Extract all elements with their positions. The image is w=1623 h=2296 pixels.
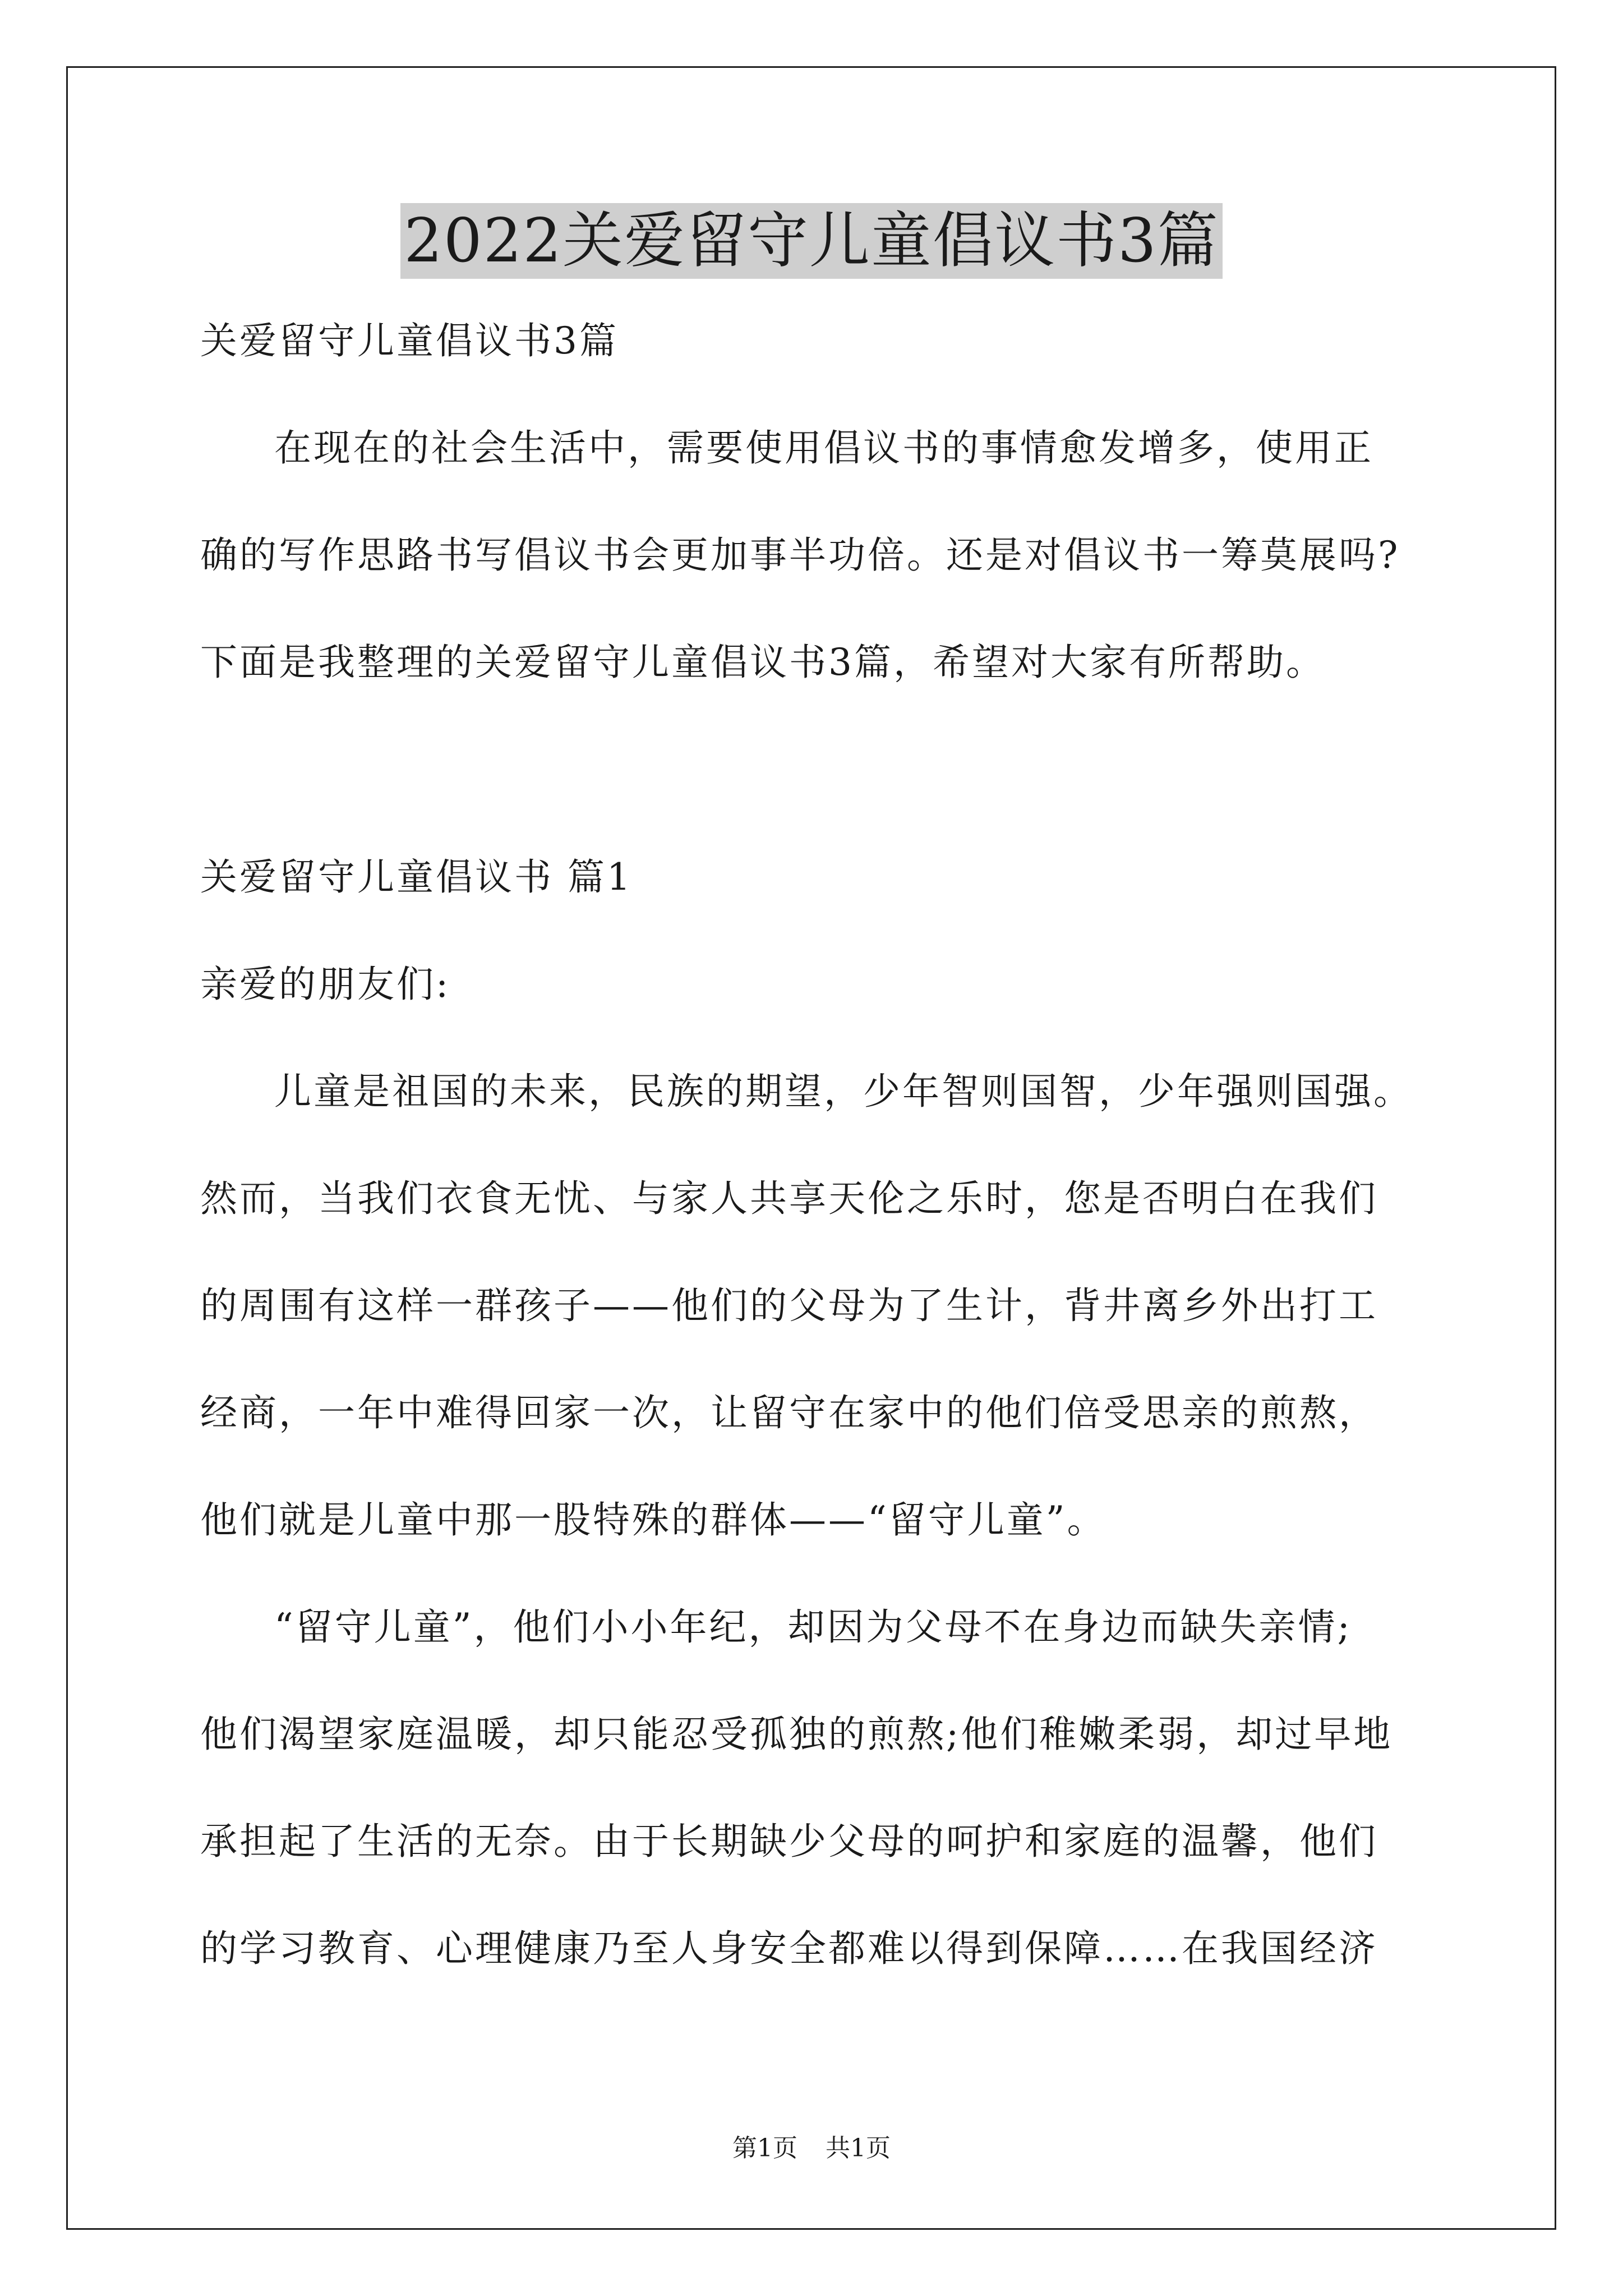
blank-line — [200, 743, 1434, 850]
page-footer — [0, 2132, 1623, 2165]
text-line: 的周围有这样一群孩子——他们的父母为了生计，背井离乡外出打工 — [200, 1284, 1378, 1327]
page-total: 共1页 — [826, 2134, 891, 2162]
text-line: 承担起了生活的无奈。由于长期缺少父母的呵护和家庭的温馨，他们 — [200, 1820, 1378, 1863]
text-line: 确的写作思路书写倡议书会更加事半功倍。还是对倡议书一筹莫展吗? — [200, 533, 1400, 577]
document-title: 2022关爱留守儿童倡议书3篇 — [400, 203, 1223, 279]
text-line: 关爱留守儿童倡议书 篇1 — [200, 855, 633, 899]
page-number: 第1页 — [732, 2134, 797, 2162]
text-line: 亲爱的朋友们: — [200, 963, 451, 1006]
title-container — [0, 203, 1623, 279]
text-line: 经商，一年中难得回家一次，让留守在家中的他们倍受思亲的煎熬， — [200, 1391, 1378, 1434]
text-line: 关爱留守儿童倡议书3篇 — [200, 319, 619, 362]
document-body — [200, 314, 1434, 2029]
text-line: 儿童是祖国的未来，民族的期望，少年智则国智，少年强则国强。 — [274, 1070, 1413, 1113]
text-line: “留守儿童”，他们小小年纪，却因为父母不在身边而缺失亲情; — [274, 1605, 1352, 1649]
text-line: 的学习教育、心理健康乃至人身安全都难以得到保障……在我国经济 — [200, 1927, 1378, 1970]
text-line: 然而，当我们衣食无忧、与家人共享天伦之乐时，您是否明白在我们 — [200, 1177, 1378, 1220]
text-line: 在现在的社会生活中，需要使用倡议书的事情愈发增多，使用正 — [274, 426, 1373, 470]
text-line: 他们就是儿童中那一股特殊的群体——“留守儿童”。 — [200, 1498, 1106, 1542]
text-line: 他们渴望家庭温暖，却只能忍受孤独的煎熬;他们稚嫩柔弱，却过早地 — [200, 1713, 1393, 1756]
text-line: 下面是我整理的关爱留守儿童倡议书3篇，希望对大家有所帮助。 — [200, 641, 1325, 684]
